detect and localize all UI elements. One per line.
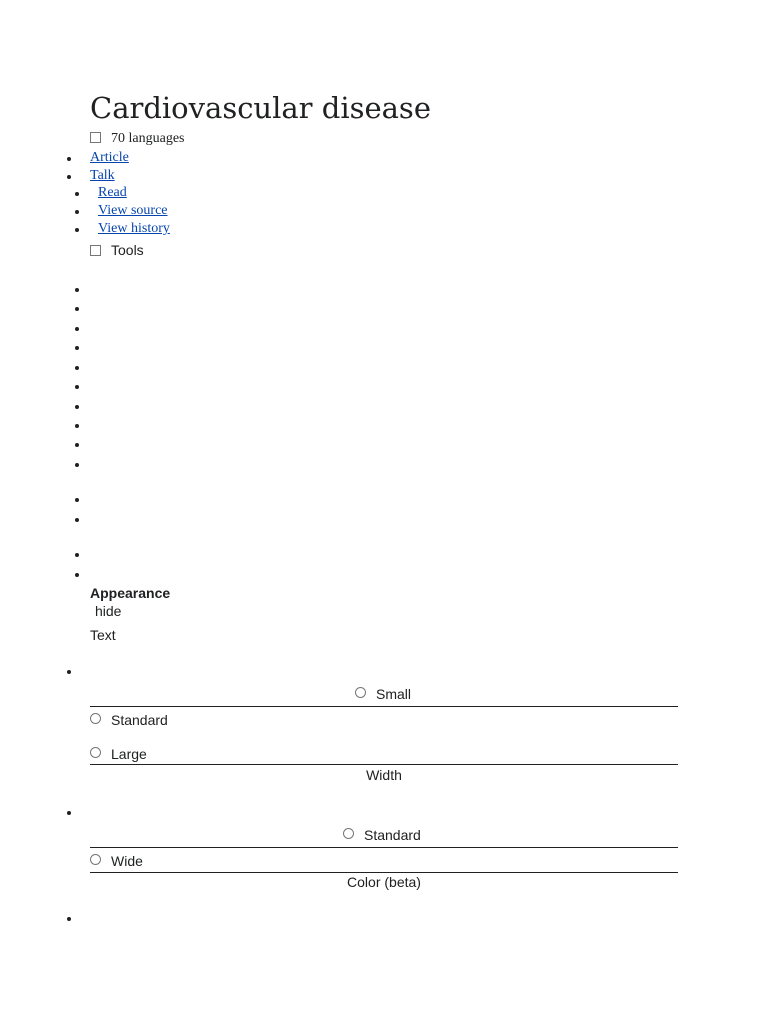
list-bullet [67,670,71,674]
list-bullet [75,210,79,214]
list-bullet [67,811,71,815]
list-bullet [75,518,79,522]
tab-read[interactable]: Read [98,185,127,200]
text-option-standard[interactable] [90,712,168,730]
text-option-standard-label[interactable]: Standard [111,712,168,728]
text-option-small[interactable] [355,686,411,704]
list-bullet [75,366,79,370]
text-option-large[interactable] [90,746,147,764]
width-option-wide[interactable] [90,853,143,871]
list-bullet [75,443,79,447]
languages-checkbox[interactable] [90,132,101,143]
tab-view-history[interactable]: View history [98,221,170,236]
list-bullet [67,157,71,161]
appearance-hide-button[interactable]: hide [95,603,122,619]
list-bullet [75,424,79,428]
languages-label[interactable]: 70 languages [111,131,185,146]
tab-talk[interactable]: Talk [90,168,115,183]
divider [90,872,678,873]
tools-toggle[interactable] [90,242,144,262]
radio-icon[interactable] [90,854,101,865]
list-bullet [75,405,79,409]
list-bullet [75,385,79,389]
list-bullet [75,573,79,577]
width-option-standard[interactable] [343,827,421,845]
list-bullet [75,288,79,292]
page-title: Cardiovascular disease [90,91,431,125]
divider [90,764,678,765]
list-bullet [75,327,79,331]
list-bullet [75,346,79,350]
list-bullet [75,553,79,557]
width-option-wide-label[interactable]: Wide [111,853,143,869]
languages-toggle[interactable] [90,129,184,149]
text-size-label: Text [90,627,116,643]
divider [90,847,678,848]
color-label: Color (beta) [347,874,421,890]
radio-icon[interactable] [90,713,101,724]
width-label: Width [366,767,402,783]
divider [90,706,678,707]
tab-article[interactable]: Article [90,150,129,165]
text-option-small-label[interactable]: Small [376,686,412,702]
appearance-heading: Appearance [90,585,171,601]
list-bullet [67,175,71,179]
radio-icon[interactable] [90,747,101,758]
radio-icon[interactable] [343,828,354,839]
list-bullet [75,307,79,311]
tools-label[interactable]: Tools [111,242,144,258]
list-bullet [67,917,71,921]
text-option-large-label[interactable]: Large [111,746,147,762]
tools-checkbox[interactable] [90,245,101,256]
list-bullet [75,192,79,196]
width-option-standard-label[interactable]: Standard [364,827,421,843]
list-bullet [75,463,79,467]
list-bullet [75,498,79,502]
radio-icon[interactable] [355,687,366,698]
list-bullet [75,228,79,232]
tab-view-source[interactable]: View source [98,203,168,218]
